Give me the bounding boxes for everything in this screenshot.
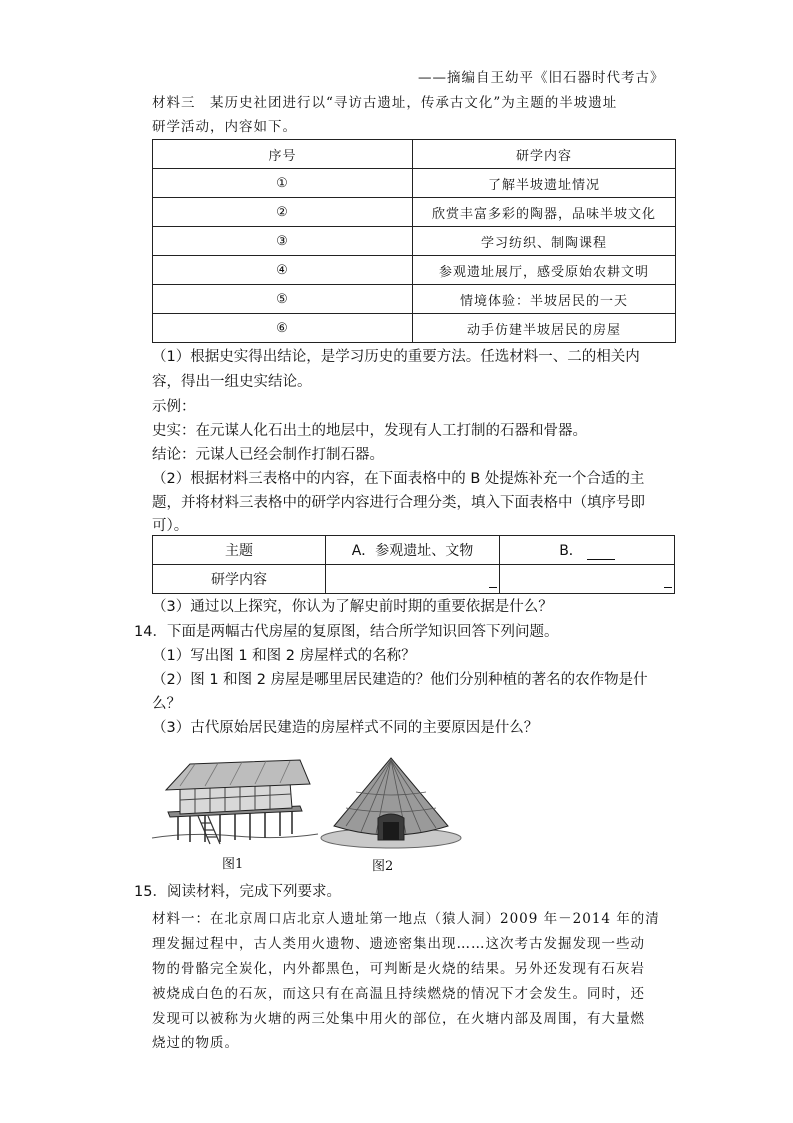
theme-a-cell: A．参观遗址、文物 xyxy=(326,536,500,565)
answer-blank xyxy=(664,587,672,588)
q14-part2-line1: （2）图 1 和图 2 房屋是哪里居民建造的？他们分别种植的著名的农作物是什 xyxy=(152,672,648,688)
table-row xyxy=(153,198,676,227)
row-number-cell: ② xyxy=(153,198,413,227)
theme-label-cell: 主题 xyxy=(153,536,326,565)
row-content-cell: 动手仿建半坡居民的房屋 xyxy=(413,314,676,343)
stilt-house-illustration xyxy=(150,758,320,850)
row-content-cell: 学习纺织、制陶课程 xyxy=(413,227,676,256)
row-number-cell: ③ xyxy=(153,227,413,256)
row-number-cell: ⑥ xyxy=(153,314,413,343)
research-activity-table xyxy=(152,139,676,343)
figure2-caption: 图2 xyxy=(372,859,394,874)
table-header-row xyxy=(153,140,676,169)
q13-part2-line2: 题，并将材料三表格中的研学内容进行合理分类，填入下面表格中（填序号即 xyxy=(152,495,645,511)
material1-line: 发现可以被称为火塘的两三处集中用火的部位，在火塘内部及周围，有大量燃 xyxy=(152,1011,645,1027)
example-label: 示例： xyxy=(152,399,196,415)
theme-b-label: B． xyxy=(559,543,583,559)
material1-line: 材料一：在北京周口店北京人遗址第一地点（猿人洞）2009 年－2014 年的清 xyxy=(152,911,660,927)
row-number-cell: ⑤ xyxy=(153,285,413,314)
row-number-cell: ④ xyxy=(153,256,413,285)
example-fact: 史实：在元谋人化石出土的地层中，发现有人工打制的石器和骨器。 xyxy=(152,423,587,439)
table-row xyxy=(153,169,676,198)
figure1-caption: 图1 xyxy=(222,857,244,872)
header-cell: 研学内容 xyxy=(413,140,676,169)
q13-part3: （3）通过以上探究，你认为了解史前时期的重要依据是什么？ xyxy=(152,599,553,615)
row-content-cell: 了解半坡遗址情况 xyxy=(413,169,676,198)
row-number-cell: ① xyxy=(153,169,413,198)
q14-part2-line2: 么？ xyxy=(152,696,181,712)
answer-blank xyxy=(489,587,497,588)
table-row xyxy=(153,227,676,256)
table-row xyxy=(153,565,675,594)
material1-line: 理发掘过程中，古人类用火遗物、遗迹密集出现……这次考古发掘发现一些动 xyxy=(152,936,645,952)
content-a-answer-cell[interactable] xyxy=(326,565,500,594)
material1-line: 物的骨骼完全炭化，内外都黑色，可判断是火烧的结果。另外还发现有石灰岩 xyxy=(152,961,645,977)
q15-stem: 15．阅读材料，完成下列要求。 xyxy=(134,884,341,900)
q13-part2-line3: 可）。 xyxy=(152,518,189,534)
round-hut-illustration xyxy=(316,752,466,852)
row-content-cell: 欣赏丰富多彩的陶器，品味半坡文化 xyxy=(413,198,676,227)
q13-part1-line2: 容，得出一组史实结论。 xyxy=(152,374,312,390)
table-row xyxy=(153,285,676,314)
q14-stem: 14．下面是两幅古代房屋的复原图，结合所学知识回答下列问题。 xyxy=(134,624,559,640)
source-citation: ——摘编自王幼平《旧石器时代考古》 xyxy=(418,70,665,86)
content-b-answer-cell[interactable] xyxy=(500,565,675,594)
theme-b-cell[interactable] xyxy=(500,536,675,565)
q13-part1-line1: （1）根据史实得出结论，是学习历史的重要方法。任选材料一、二的相关内 xyxy=(152,349,640,365)
q14-part3: （3）古代原始居民建造的房屋样式不同的主要原因是什么？ xyxy=(152,720,539,736)
q14-part1: （1）写出图 1 和图 2 房屋样式的名称？ xyxy=(152,648,416,664)
table-row xyxy=(153,256,676,285)
material3-line2: 研学活动，内容如下。 xyxy=(152,119,297,135)
material1-line: 被烧成白色的石灰，而这只有在高温且持续燃烧的情况下才会发生。同时，还 xyxy=(152,986,645,1002)
table-row xyxy=(153,314,676,343)
content-label-cell: 研学内容 xyxy=(153,565,326,594)
row-content-cell: 参观遗址展厅，感受原始农耕文明 xyxy=(413,256,676,285)
table-row xyxy=(153,536,675,565)
header-cell: 序号 xyxy=(153,140,413,169)
material3-line1: 材料三 某历史社团进行以“寻访古遗址，传承古文化”为主题的半坡遗址 xyxy=(152,95,618,111)
theme-b-blank[interactable] xyxy=(587,545,615,560)
row-content-cell: 情境体验：半坡居民的一天 xyxy=(413,285,676,314)
classification-table xyxy=(152,535,675,594)
example-conclusion: 结论：元谋人已经会制作打制石器。 xyxy=(152,447,384,463)
material1-line: 烧过的物质。 xyxy=(152,1035,239,1051)
q13-part2-line1: （2）根据材料三表格中的内容，在下面表格中的 B 处提炼补充一个合适的主 xyxy=(152,471,645,487)
